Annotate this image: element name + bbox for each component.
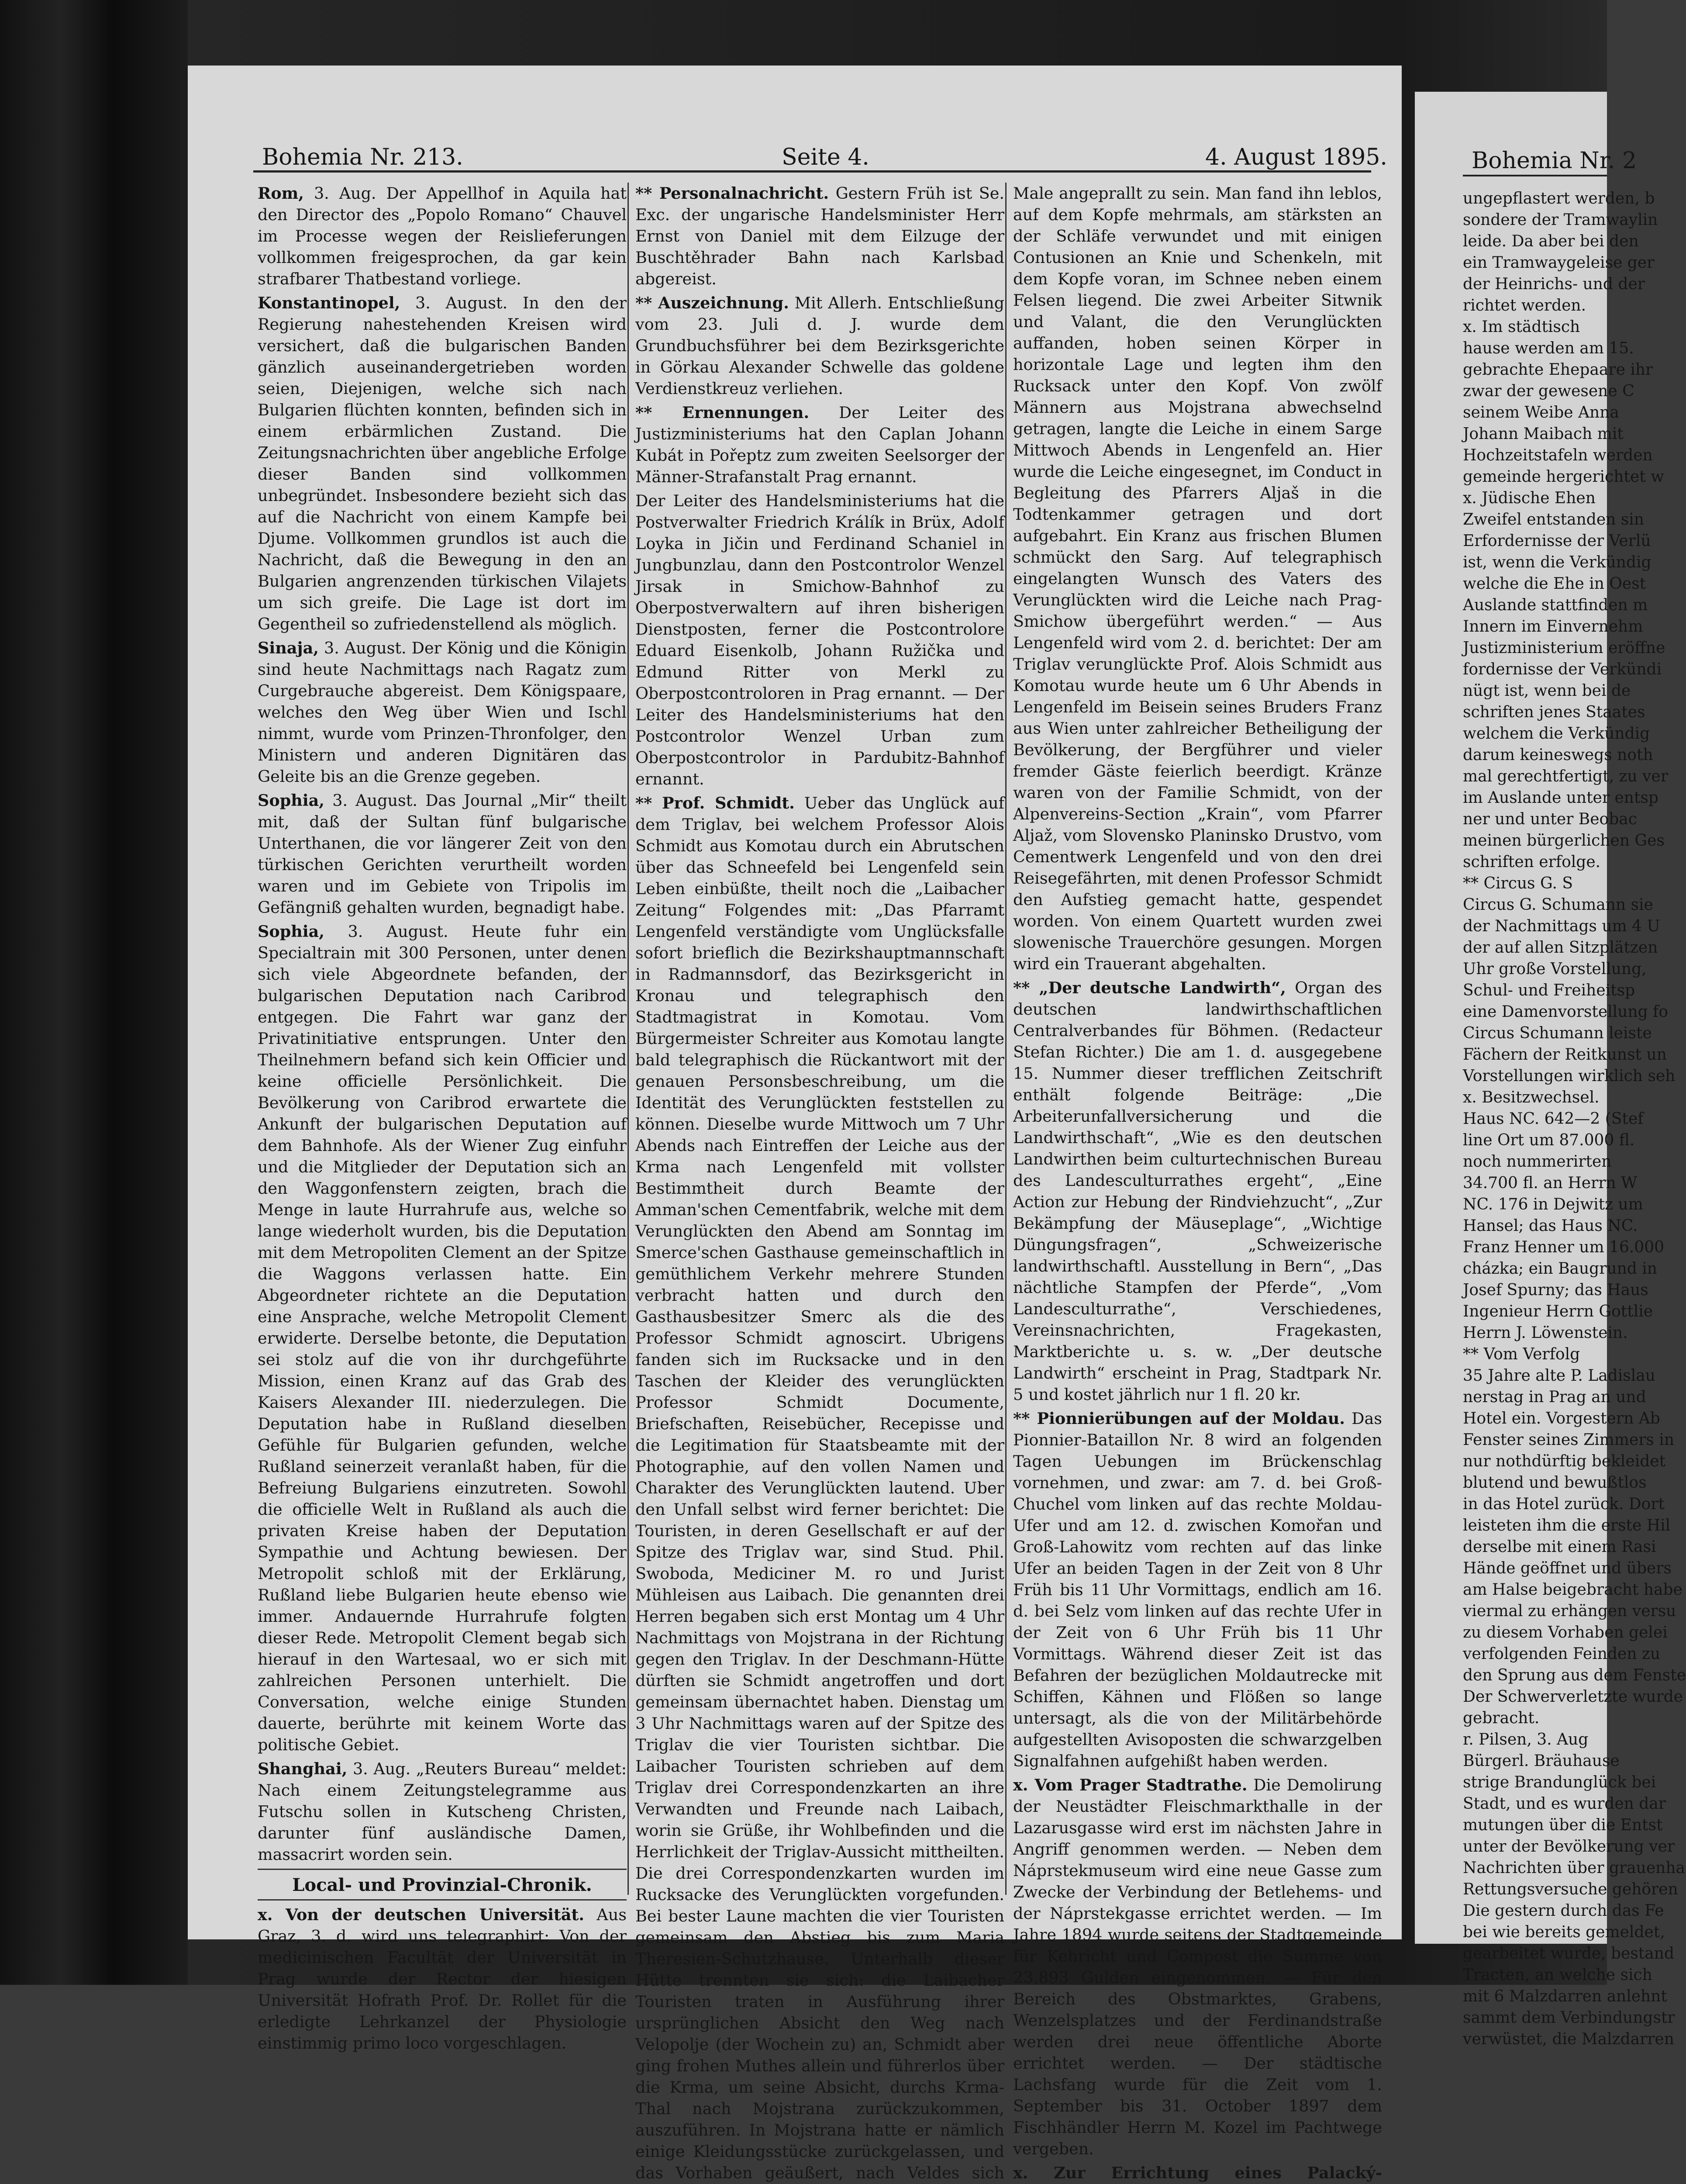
adjacent-line: im Auslande unter entsp <box>1463 789 1658 807</box>
adjacent-line: bei wie bereits gemeldet, <box>1463 1923 1665 1941</box>
adjacent-line: darum keineswegs noth <box>1463 746 1653 764</box>
dateline: Shanghai, <box>258 1759 348 1778</box>
adjacent-line: ** Vom Verfolg <box>1463 1345 1580 1363</box>
article-text: Organ des deutschen landwirthschaftlichen Centralverbandes für Böhmen. (Redacteur Stefan Richter.) Die am 1. d. ausgegebene 15. Nummer dieser trefflichen Zeitschrift enthält folgende Beiträge: „Die Arbeiterunfallversicherung und die Landwirthschaft“, „Wie es den deutschen Landwirthen beim culturtechnischen Bureau des Landesculturrathes ergeht“, „Eine Action zur Hebung der Rindviehzucht“, „Zur Bekämpfung der Mäuseplage“, „Wichtige Düngungsfragen“, „Schweizerische landwirthschaftl. Ausstellung in Bern“, „Das nächtliche Stampfen der Pferde“, „Vom Landesculturrathe“, Verschiedenes, Vereinsnachrichten, Fragekasten, Marktberichte u. s. w. „Der deutsche Landwirth“ erscheint in Prag, Stadtpark Nr. 5 und kostet jährlich nur 1 fl. 20 kr. <box>1013 978 1382 1404</box>
article-text: Die Demolirung der Neustädter Fleischmarkthalle in der Lazarusgasse wird erst im nächsten Jahre in Angriff genommen werden. — Neben dem Náprstekmuseum wird eine neue Gasse zum Zwecke der Verbindung der Betlehems- und der Náprstekgasse errichtet werden. — Im Jahre 1894 wurde seitens der Stadtgemeinde für Kehricht und Compost die Summe von 23.893 Gulden eingenommen. — Für den Bereich des Obstmarktes, Grabens, Wenzelsplatzes und der Ferdinandstraße werden drei neue öffentliche Aborte errichtet werden. — Der städtische Lachsfang wurde für die Zeit vom 1. September bis 31. October 1897 dem Fischhändler Herrn M. Kozel im Pachtwege vergeben. <box>1013 1776 1382 2158</box>
adjacent-line: Fenster seines Zimmers in <box>1463 1431 1675 1449</box>
adjacent-line: Justizministerium eröffne <box>1463 639 1665 657</box>
adjacent-line: mit 6 Malzdarren anlehnt <box>1463 1987 1667 2005</box>
adjacent-line: nerstag in Prag an und <box>1463 1388 1646 1406</box>
adjacent-line: ungepflastert werden, b <box>1463 190 1655 207</box>
article-sophia-1 <box>258 790 627 918</box>
adjacent-header-rule <box>1463 175 1607 176</box>
article-text: Ueber das Unglück auf dem Triglav, bei welchem Professor Alois Schmidt aus Komotau durch ein Abrutschen über das Schneefeld bei Lengenfeld sein Leben einbüßte, theilt noch die „Laibacher Zeitung“ Folgendes mit: „Das Pfarramt Lengenfeld verständigte vom Unglücksfalle sofort brieflich die Bezirkshauptmannschaft in Radmannsdorf, das Bezirksgericht in Kronau und telegraphisch den Stadtmagistrat in Komotau. Vom Bürgermeister Schreiter aus Komotau langte bald telegraphisch die Rückantwort mit der genauen Personsbeschreibung, um die Identität des Verunglückten feststellen zu können. Dieselbe wurde Mittwoch um 7 Uhr Abends nach Eintreffen der Leiche aus der Krma nach Lengenfeld mit vollster Bestimmtheit durch Beamte der Amman'schen Cementfabrik, welche mit dem Verunglückten den Abend am Sonntag im Smerce'schen Gasthause gemeinschaftlich in gemüthlichem Verkehr mehrere Stunden verbracht hatten und durch den Gasthausbesitzer Smerc als die des Professor Schmidt agnoscirt. Ubrigens fanden sich im Rucksacke und in den Taschen der Kleider des verunglückten Professor Schmidt Documente, Briefschaften, Reisebücher, Recepisse und die Legitimation für Staatsbeamte mit der Photographie, auf den vollen Namen und Charakter des Verunglückten lautend. Uber den Unfall selbst wird ferner berichtet: Die Touristen, in deren Gesellschaft er auf der Spitze des Triglav war, sind Stud. Phil. Swoboda, Mediciner M. ro und Jurist Mühleisen aus Laibach. Die genannten drei Herren begaben sich erst Montag um 4 Uhr Nachmittags von Mojstrana in der Richtung gegen den Triglav. In der Deschmann-Hütte dürften sie Schmidt angetroffen und dort gemeinsam übernachtet haben. Dienstag um 3 Uhr Nachmittags waren auf der Spitze des Triglav die vier Touristen sichtbar. Die Laibacher Touristen schrieben auf dem Triglav drei Correspondenzkarten an ihre Verwandten und Freunde nach Laibach, worin sie Grüße, ihr Wohlbefinden und die Herrlichkeit der Triglav-Aussicht mittheilten. Die drei Correspondenzkarten wurden im Rucksacke des Verunglückten vorgefunden. Bei bester Laune machten die vier Touristen gemeinsam den Abstieg bis zum Maria Theresien-Schutzhause. Unterhalb dieser Hütte trennten sie sich: die Laibacher Touristen traten in Ausführung ihrer ursprünglichen Absicht den Weg nach Velopolje (der Wochein zu) an, Schmidt aber ging frohen Muthes allein und führerlos über die Krma, um seine Absicht, durchs Krma-Thal nach Mojstrana zurückzukommen, auszuführen. In Mojstrana hatte er nämlich einige Kleidungsstücke zurückgelassen, und das Vorhaben geäußert, nach Veldes sich <box>635 794 1004 2182</box>
article-text: Aus Graz, 3. d. wird uns telegraphirt: Von der medicinischen Facultät der Universität in Prag wurde der Rector der hiesigen Universität Hofrath Prof. Dr. Rollet für die erledigte Lehrkanzel der Physiologie einstimmig primo loco vorgeschlagen. <box>258 1905 627 2053</box>
article-sophia-2 <box>258 921 627 1755</box>
dateline: Sophia, <box>258 791 324 810</box>
headline: ** Auszeichnung. <box>635 294 789 312</box>
adjacent-line: gebracht. <box>1463 1709 1540 1727</box>
article-ernennungen <box>635 402 1004 487</box>
adjacent-line: der Heinrichs- und der <box>1463 275 1645 293</box>
adjacent-line: welche die Ehe in Oest <box>1463 575 1646 593</box>
article-text: 3. Aug. „Reuters Bureau“ meldet: Nach einem Zeitungstelegramme aus Futschu sollen in Kutscheng Christen, darunter fünf ausländische Damen, massacrirt worden sein. <box>258 1759 627 1864</box>
adjacent-line: Bürgerl. Bräuhause <box>1463 1752 1620 1770</box>
adjacent-line: unter der Bevölkerung ver <box>1463 1838 1675 1856</box>
adjacent-line: gemeinde hergerichtet w <box>1463 468 1664 486</box>
adjacent-line: Die gestern durch das Fe <box>1463 1902 1664 1920</box>
section-rule <box>258 1899 627 1901</box>
header-page-number: Seite 4. <box>782 144 869 170</box>
adjacent-line: nur nothdürftig bekleidet <box>1463 1452 1666 1470</box>
article-handelsministerium <box>635 490 1004 790</box>
column-1 <box>258 183 627 2053</box>
adjacent-line: Circus G. Schumann sie <box>1463 896 1653 914</box>
column-divider <box>628 183 629 1895</box>
adjacent-line: nügt ist, wenn bei de <box>1463 682 1631 700</box>
article-shanghai <box>258 1758 627 1865</box>
adjacent-line: leisteten ihm die erste Hil <box>1463 1517 1671 1534</box>
dateline: Konstantinopel, <box>258 294 400 312</box>
column-2 <box>635 183 1004 2182</box>
adjacent-line: verwüstet, die Malzdarren <box>1463 2030 1674 2048</box>
adjacent-line: sammt dem Verbindungstr <box>1463 2009 1675 2027</box>
adjacent-line: Zweifel entstanden sin <box>1463 511 1644 529</box>
article-text: Mit Allerh. Entschließung vom 23. Juli d. J. wurde dem Grundbuchsführer bei dem Bezirksgerichte in Görkau Alexander Schwelle das goldene Verdienstkreuz verliehen. <box>635 294 1004 398</box>
adjacent-line: derselbe mit einem Rasi <box>1463 1538 1656 1556</box>
adjacent-line: mutungen über die Entst <box>1463 1816 1663 1834</box>
article-auszeichnung <box>635 292 1004 399</box>
adjacent-line: gebrachte Ehepaare ihr <box>1463 361 1653 379</box>
adjacent-line: Josef Spurny; das Haus <box>1463 1281 1648 1299</box>
article-landwirth <box>1013 977 1382 1405</box>
adjacent-line: Schul- und Freiheitsp <box>1463 981 1635 999</box>
adjacent-line: Herrn J. Löwenstein. <box>1463 1324 1628 1342</box>
adjacent-line: meinen bürgerlichen Ges <box>1463 832 1665 850</box>
article-schmidt-continued <box>1013 183 1382 975</box>
adjacent-line: Innern im Einvernehm <box>1463 618 1643 636</box>
adjacent-line: ner und unter Beobac <box>1463 810 1637 828</box>
adjacent-line: ** Circus G. S <box>1463 874 1573 892</box>
article-stadtrath <box>1013 1774 1382 2160</box>
headline: x. Vom Prager Stadtrathe. <box>1013 1776 1248 1794</box>
article-text: Der Leiter des Handelsministeriums hat die Postverwalter Friedrich Králík in Brüx, Adolf Loyka in Jičin und Ferdinand Schaniel in Jungbunzlau, dann den Postcontrolor Wenzel Jirsak in Smichow-Bahnhof zu Oberpostverwaltern auf ihren bisherigen Dienstposten, ferner die Postcontrolore Eduard Eisenkolb, Johann Ružička und Edmund Ritter von Merkl zu Oberpostcontroloren in Prag ernannt. — Der Leiter des Handelsministeriums hat den Postcontrolor Wenzel Urban zum Oberpostcontrolor in Pardubitz-Bahnhof ernannt. <box>635 491 1004 788</box>
article-personalnachricht <box>635 183 1004 290</box>
adjacent-line: Der Schwerverletzte wurde <box>1463 1688 1683 1706</box>
headline: ** „Der deutsche Landwirth“, <box>1013 978 1286 997</box>
adjacent-line: r. Pilsen, 3. Aug <box>1463 1731 1589 1749</box>
adjacent-line: 34.700 fl. an Herrn W <box>1463 1174 1638 1192</box>
book-spine <box>0 0 188 1985</box>
article-text: 3. Aug. Der Appellhof in Aquila hat den Director des „Popolo Romano“ Chauvel im Processe wegen der Reislieferungen vollkommen freigesprochen, da gar kein strafbarer Thatbestand vorliege. <box>258 184 627 288</box>
adjacent-line: 35 Jahre alte P. Ladislau <box>1463 1367 1655 1385</box>
adjacent-line: Ingenieur Herrn Gottlie <box>1463 1303 1653 1320</box>
adjacent-line: Rettungsversuche gehören <box>1463 1880 1678 1898</box>
adjacent-line: x. Jüdische Ehen <box>1463 489 1596 507</box>
headline: ** Ernennungen. <box>635 403 810 422</box>
adjacent-line: strige Brandunglück bei <box>1463 1773 1656 1791</box>
section-title: Local- und Provinzial-Chronik. <box>292 1875 592 1895</box>
adjacent-line: Nachrichten über grauenha <box>1463 1859 1686 1877</box>
header-title: Bohemia Nr. 213. <box>262 144 463 170</box>
adjacent-line: Vorstellungen wirklich seh <box>1463 1067 1676 1085</box>
adjacent-line: eine Damenvorstellung fo <box>1463 1003 1669 1021</box>
article-konstantinopel <box>258 292 627 635</box>
article-text: Gestern Früh ist Se. Exc. der ungarische Handelsminister Herr Ernst von Daniel mit dem Eilzuge der Buschtěhrader Bahn nach Karlsbad abgereist. <box>635 184 1004 288</box>
adjacent-line: Hände geöffnet und übers <box>1463 1559 1672 1577</box>
adjacent-line: hause werden am 15. <box>1463 339 1634 357</box>
adjacent-line: der Nachmittags um 4 U <box>1463 917 1660 935</box>
adjacent-line: fordernisse der Verkündi <box>1463 660 1662 678</box>
adjacent-line: Stadt, und es wurden dar <box>1463 1795 1666 1813</box>
adjacent-line: line Ort um 87.000 fl. <box>1463 1131 1635 1149</box>
adjacent-line: Tracten, an welche sich <box>1463 1966 1652 1984</box>
adjacent-line: zwar der gewesene C <box>1463 382 1634 400</box>
adjacent-line: noch nummerirten <box>1463 1153 1612 1171</box>
adjacent-line: ein Tramwaygeleise ger <box>1463 254 1655 272</box>
headline: ** Prof. Schmidt. <box>635 794 795 812</box>
headline: x. Zur Errichtung eines Palacký- <box>1013 2163 1382 2182</box>
article-text: Male angeprallt zu sein. Man fand ihn leblos, auf dem Kopfe mehrmals, am stärksten an der Schläfe verwundet und mit einigen Contusionen an Knie und Schenkeln, mit dem Kopfe voran, im Schnee neben einem Felsen liegend. Die zwei Arbeiter Sitwnik und Valant, die den Verunglückten auffanden, hoben seinen Körper in horizontale Lage und legten ihm den Rucksack unter den Kopf. Von zwölf Männern aus Mojstrana abwechselnd getragen, langte die Leiche in einem Sarge Mittwoch Abends in Lengenfeld an. Hier wurde die Leiche eingesegnet, im Conduct in Begleitung des Pfarrers Aljaš in die Todtenkammer getragen und dort aufgebahrt. Ein Kranz aus frischen Blumen schmückt den Sarg. Auf telegraphisch eingelangten Wunsch des Vaters des Verunglückten wird die Leiche nach Prag-Smichow übergeführt werden.“ — Aus Lengenfeld wird vom 2. d. berichtet: Der am Triglav verunglückte Prof. Alois Schmidt aus Komotau wurde heute um 6 Uhr Abends in Lengenfeld im Beisein seines Bruders Franz aus Wien unter zahlreicher Betheiligung der Bevölkerung, der Bergführer und vieler fremder Gäste feierlich beerdigt. Kränze waren von der Familie Schmidt, von der Alpenvereins-Section „Krain“, vom Pfarrer Aljaž, vom Slovensko Planinsko Drustvo, vom Cementwerk Lengenfeld und von den drei Reisegefährten, mit denen Professor Schmidt den Aufstieg gemacht hatte, gespendet worden. Von einem Quartett wurden zwei slowenische Trauerchöre gesungen. Morgen wird ein Trauerant abgehalten. <box>1013 184 1382 973</box>
adjacent-line: Haus NC. 642—2 (Stef <box>1463 1110 1644 1128</box>
adjacent-line: Franz Henner um 16.000 <box>1463 1238 1665 1256</box>
article-text: 3. August. Das Journal „Mir“ theilt mit, daß der Sultan fünf bulgarische Unterthanen, die vor längerer Zeit von den türkischen Gerichten verurtheilt worden waren und im Gebiete von Tripolis im Gefängniß gehalten wurden, begnadigt habe. <box>258 791 627 917</box>
article-text: 3. August. In den der Regierung nahestehenden Kreisen wird versichert, daß die bulgarischen Banden gänzlich auseinandergetrieben worden seien, Diejenigen, welche sich nach Bulgarien flüchten konnten, befinden sich in einem erbärmlichen Zustand. Die Zeitungsnachrichten über angebliche Erfolge dieser Banden sind vollkommen unbegründet. Insbesondere bezieht sich das auf die Nachricht von einem Kampfe bei Djume. Vollkommen grundlos ist auch die Nachricht, daß die Bewegung in den an Bulgarien angrenzenden türkischen Vilajets um sich greife. Die Lage ist dort im Gegentheil so zufriedenstellend als möglich. <box>258 294 627 633</box>
adjacent-line: sondere der Tramwaylin <box>1463 211 1658 229</box>
adjacent-header: Bohemia Nr. 2 <box>1472 148 1637 174</box>
adjacent-line: Circus Schumann leiste <box>1463 1024 1652 1042</box>
adjacent-line: x. Im städtisch <box>1463 318 1580 336</box>
adjacent-line: mal gerechtfertigt, zu ver <box>1463 767 1668 785</box>
header-rule <box>253 170 1371 173</box>
adjacent-line: leide. Da aber bei den <box>1463 232 1639 250</box>
adjacent-line: Uhr große Vorstellung, <box>1463 960 1647 978</box>
adjacent-line: x. Besitzwechsel. <box>1463 1089 1600 1106</box>
article-text: Der Leiter des Justizministeriums hat den Caplan Johann Kubát in Pořeptz zum zweiten Seelsorger der Männer-Strafanstalt Prag ernannt. <box>635 403 1004 486</box>
adjacent-line: zu diesem Vorhaben gelei <box>1463 1624 1668 1641</box>
newspaper-page <box>188 66 1402 2182</box>
article-text: 3. August. Heute fuhr ein Specialtrain mit 300 Personen, unter denen sich viele Abgeordnete befanden, der bulgarischen Deputation nach Caribrod entgegen. Die Fahrt war ganz der Privatinitiative entsprungen. Unter den Theilnehmern befand sich kein Officier und keine officielle Persönlichkeit. Die Bevölkerung von Caribrod erwartete die Ankunft der bulgarischen Deputation auf dem Bahnhofe. Als der Wiener Zug einfuhr und die Mitglieder der Deputation sich an den Waggonfenstern zeigten, brach die Menge in laute Hurrahrufe aus, welche so lange wiederholt wurden, bis die Deputation mit dem Metropoliten Clement an der Spitze die Waggons verlassen hatte. Ein Abgeordneter richtete an die Deputation eine Ansprache, welche Metropolit Clement erwiderte. Derselbe betonte, die Deputation sei stolz auf die von ihr durchgeführte Mission, einen Kranz auf das Grab des Kaisers Alexander III. niederzulegen. Die Deputation habe in Rußland dieselben Gefühle für Bulgarien gefunden, welche Rußland seinerzeit veranlaßt haben, für die Befreiung Bulgariens einzutreten. Sowohl die officielle Welt in Rußland als auch die privaten Kreise haben der Deputation Sympathie und Achtung bewiesen. Der Metropolit schloß mit der Erklärung, Rußland liebe Bulgarien heute ebenso wie immer. Andauernde Hurrahrufe folgten dieser Rede. Metropolit Clement begab sich hierauf in den Wartesaal, wo er sich mit zahlreichen Personen unterhielt. Die Conversation, welche einige Stunden dauerte, berührte mit keinem Worte das politische Gebiet. <box>258 922 627 1754</box>
adjacent-line: gearbeitet wurde, bestand <box>1463 1945 1674 1963</box>
adjacent-line: ist, wenn die Verkündig <box>1463 553 1652 571</box>
adjacent-line: in das Hotel zurück. Dort <box>1463 1495 1665 1513</box>
dateline: Sophia, <box>258 922 324 941</box>
adjacent-page <box>1415 92 1686 2048</box>
dateline: Rom, <box>258 184 304 203</box>
article-sinaja <box>258 637 627 787</box>
adjacent-line: verfolgenden Feinden zu <box>1463 1645 1661 1663</box>
headline: ** Pionnierübungen auf der Moldau. <box>1013 1409 1345 1428</box>
headline: ** Personalnachricht. <box>635 184 829 203</box>
adjacent-line: NC. 176 in Dejwitz um <box>1463 1196 1643 1213</box>
adjacent-line: Johann Maibach mit <box>1463 425 1624 443</box>
adjacent-line: Auslande stattfinden m <box>1463 596 1648 614</box>
adjacent-line: Hotel ein. Vorgestern Ab <box>1463 1410 1660 1427</box>
article-prof-schmidt <box>635 792 1004 2184</box>
column-divider <box>1005 183 1007 1895</box>
adjacent-line: seinem Weibe Anna <box>1463 404 1619 422</box>
adjacent-line: Hochzeitstafeln werden <box>1463 446 1653 464</box>
article-text: 3. August. Der König und die Königin sind heute Nachmittags nach Ragatz zum Curgebrauche abgereist. Dem Königspaare, welches den Weg über Wien und Ischl nimmt, wurde vom Prinzen-Thronfolger, den Ministern und anderen Dignitären das Geleite bis an die Grenze gegeben. <box>258 639 627 786</box>
adjacent-line: schriften erfolge. <box>1463 853 1601 871</box>
adjacent-line: den Sprung aus dem Fenste <box>1463 1666 1686 1684</box>
article-universitaet <box>258 1904 627 2054</box>
adjacent-line: cházka; ein Baugrund in <box>1463 1260 1657 1278</box>
adjacent-column <box>1463 188 1686 2048</box>
adjacent-line: blutend und bewußtlos <box>1463 1474 1647 1492</box>
section-rule <box>258 1869 627 1870</box>
adjacent-line: schriften jenes Staates <box>1463 703 1645 721</box>
dateline: Sinaja, <box>258 639 319 657</box>
adjacent-line: welchem die Verkündig <box>1463 725 1650 743</box>
adjacent-line: der auf allen Sitzplätzen <box>1463 939 1658 957</box>
adjacent-line: am Halse beigebracht habe <box>1463 1581 1683 1599</box>
article-pionnieruebungen <box>1013 1408 1382 1772</box>
headline: x. Von der deutschen Universität. <box>258 1905 584 1924</box>
article-rom <box>258 183 627 290</box>
column-3 <box>1013 183 1382 2182</box>
adjacent-line: Hansel; das Haus NC. <box>1463 1217 1638 1235</box>
adjacent-line: Erfordernisse der Verlü <box>1463 532 1651 550</box>
adjacent-line: Fächern der Reitkunst un <box>1463 1046 1667 1064</box>
adjacent-line: richtet werden. <box>1463 297 1586 314</box>
header-date: 4. August 1895. <box>1205 144 1387 170</box>
article-text: Das Pionnier-Bataillon Nr. 8 wird an folgenden Tagen Uebungen im Brückenschlag vornehmen, und zwar: am 7. d. bei Groß-Chuchel vom linken auf das rechte Moldau-Ufer und am 12. d. zwischen Komořan und Groß-Lahowitz vom rechten auf das linke Ufer an beiden Tagen in der Zeit von 8 Uhr Früh bis 11 Uhr Vormittags, endlich am 16. d. bei Selz vom linken auf das rechte Ufer in der Zeit von 6 Uhr Früh bis 11 Uhr Vormittags. Während dieser Zeit ist das Befahren der bezüglichen Moldautrecke mit Schiffen, Kähnen und Flößen so lange untersagt, als die von der Militärbehörde aufgestellten Avisoposten die schwarzgelben Signalfahnen aufgehißt haben werden. <box>1013 1409 1382 1770</box>
adjacent-line: viermal zu erhängen versu <box>1463 1602 1676 1620</box>
article-palacky-denkmal <box>1013 2162 1382 2184</box>
